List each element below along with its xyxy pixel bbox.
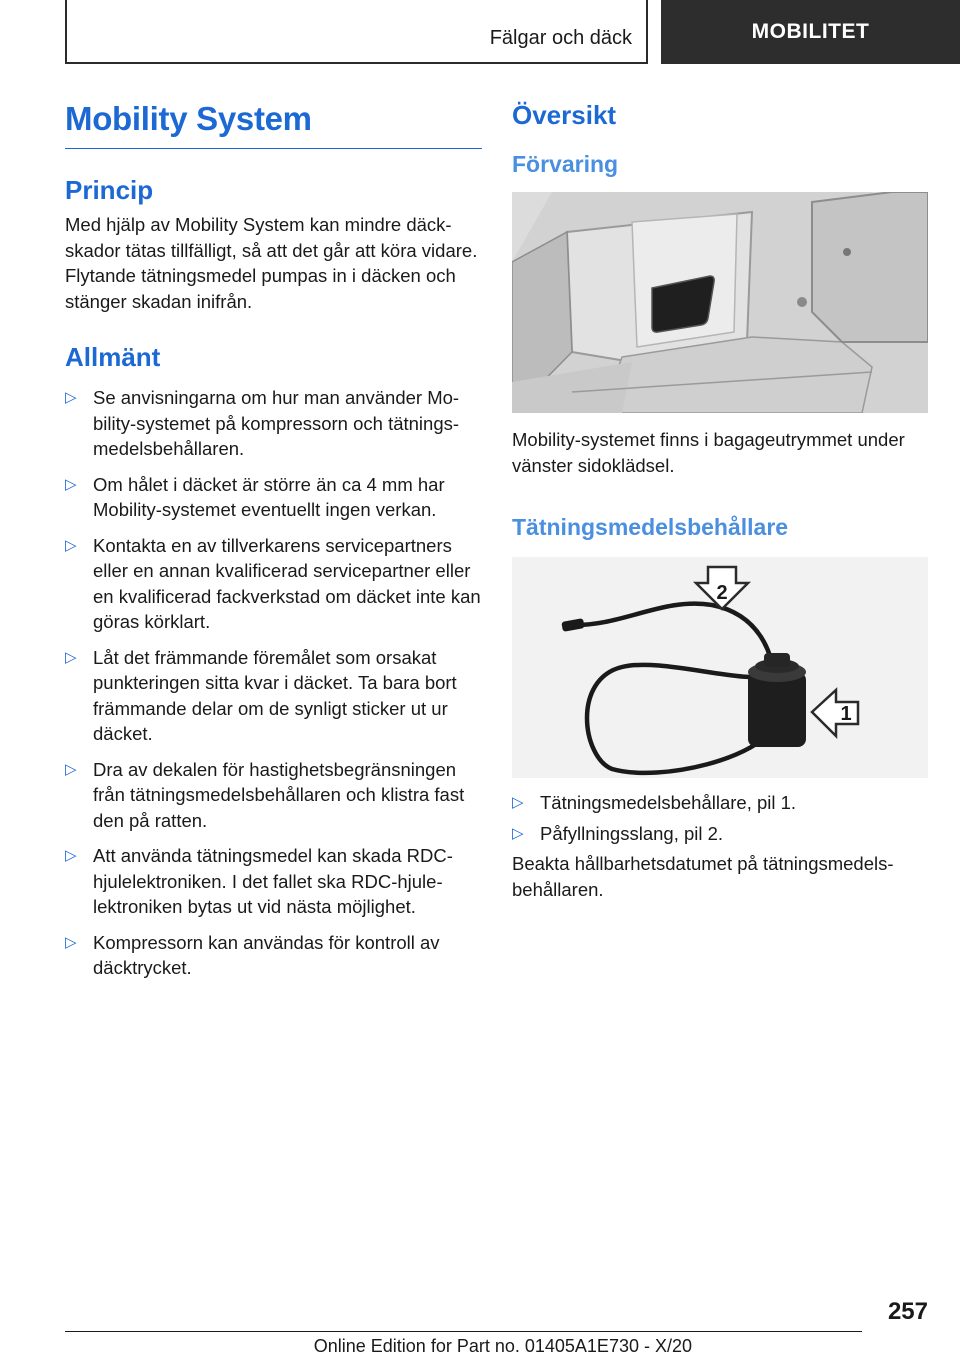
list-item: ▷ Låt det främmande föremålet som orsakat punkteringen sitta kvar i däcket. Ta bara bort främmande delar om de synligt sticker ut ur däcket.: [65, 646, 457, 744]
sealant-container-illustration: [512, 557, 928, 778]
bullet-triangle-icon: ▷: [65, 933, 77, 951]
bullet-triangle-icon: ▷: [512, 824, 524, 842]
header-section-title: Fälgar och däck: [489, 27, 632, 49]
header-chapter-tab: MOBILITET: [661, 0, 960, 64]
behallare-heading: Tätningsmedelsbehållare: [512, 514, 789, 540]
list-item: ▷ Dra av dekalen för hastighetsbegränsningen från tätningsmedelsbehållaren och klistra fast den på ratten.: [65, 758, 465, 831]
bullet-triangle-icon: ▷: [65, 847, 77, 864]
behallare-note: Beakta hållbarhetsdatumet på tätningsmedels-behållaren.: [512, 853, 894, 900]
princip-text: Med hjälp av Mobility System kan mindre däck-skador tätas tillfälligt, så att det går att köra vidare. Flytande tätningsmedel pumpas in i däcken och stänger skadan inifrån.: [65, 214, 478, 312]
princip-heading: Princip: [65, 175, 154, 205]
bullet-triangle-icon: ▷: [65, 648, 77, 666]
list-item: ▷ Se anvisningarna om hur man använder Mo-bility-systemet på kompressorn och tätnings-medelsbehållaren.: [65, 387, 460, 459]
bullet-triangle-icon: ▷: [65, 536, 77, 554]
bullet-triangle-icon: ▷: [65, 760, 77, 778]
header-section-box: [65, 0, 648, 64]
trunk-storage-illustration: [512, 192, 928, 413]
bullet-triangle-icon: ▷: [65, 389, 77, 406]
page-number: 257: [887, 1298, 928, 1325]
oversikt-heading: Översikt: [512, 100, 617, 130]
list-item: ▷ Att använda tätningsmedel kan skada RDC-hjulelektroniken. I det fallet ska RDC-hjule-lektroniken bytas ut vid nästa möjlighet.: [65, 845, 453, 917]
arrow-1-label: 1: [840, 703, 852, 725]
footer-edition: Online Edition for Part no. 01405A1E730 - X/20: [313, 1336, 692, 1356]
arrow-2-label: 2: [716, 582, 728, 604]
footer-divider: [65, 1331, 862, 1332]
list-item: ▷ Tätningsmedelsbehållare, pil 1.: [512, 790, 928, 816]
bullet-triangle-icon: ▷: [65, 475, 77, 493]
page-title: Mobility System: [65, 100, 482, 149]
list-item: ▷ Påfyllningsslang, pil 2.: [512, 821, 928, 847]
allmant-list: [65, 385, 482, 981]
left-column: [65, 100, 482, 991]
bullet-triangle-icon: ▷: [512, 794, 524, 811]
forvaring-heading: Förvaring: [512, 151, 619, 177]
forvaring-caption: Mobility-systemet finns i bagageutrymmet under vänster sidoklädsel.: [512, 429, 905, 476]
list-item: ▷ Kontakta en av tillverkarens servicepartners eller en annan kvalificerad servicepartner eller en kvalificerad fackverkstad om däcket inte kan göras körklart.: [65, 534, 481, 632]
list-item: ▷ Kompressorn kan användas för kontroll av däcktrycket.: [65, 931, 440, 978]
allmant-heading: Allmänt: [65, 342, 161, 372]
right-column: [512, 100, 928, 902]
behallare-list: [512, 790, 928, 846]
list-item: ▷ Om hålet i däcket är större än ca 4 mm har Mobility-systemet eventuellt ingen verkan.: [65, 473, 445, 520]
